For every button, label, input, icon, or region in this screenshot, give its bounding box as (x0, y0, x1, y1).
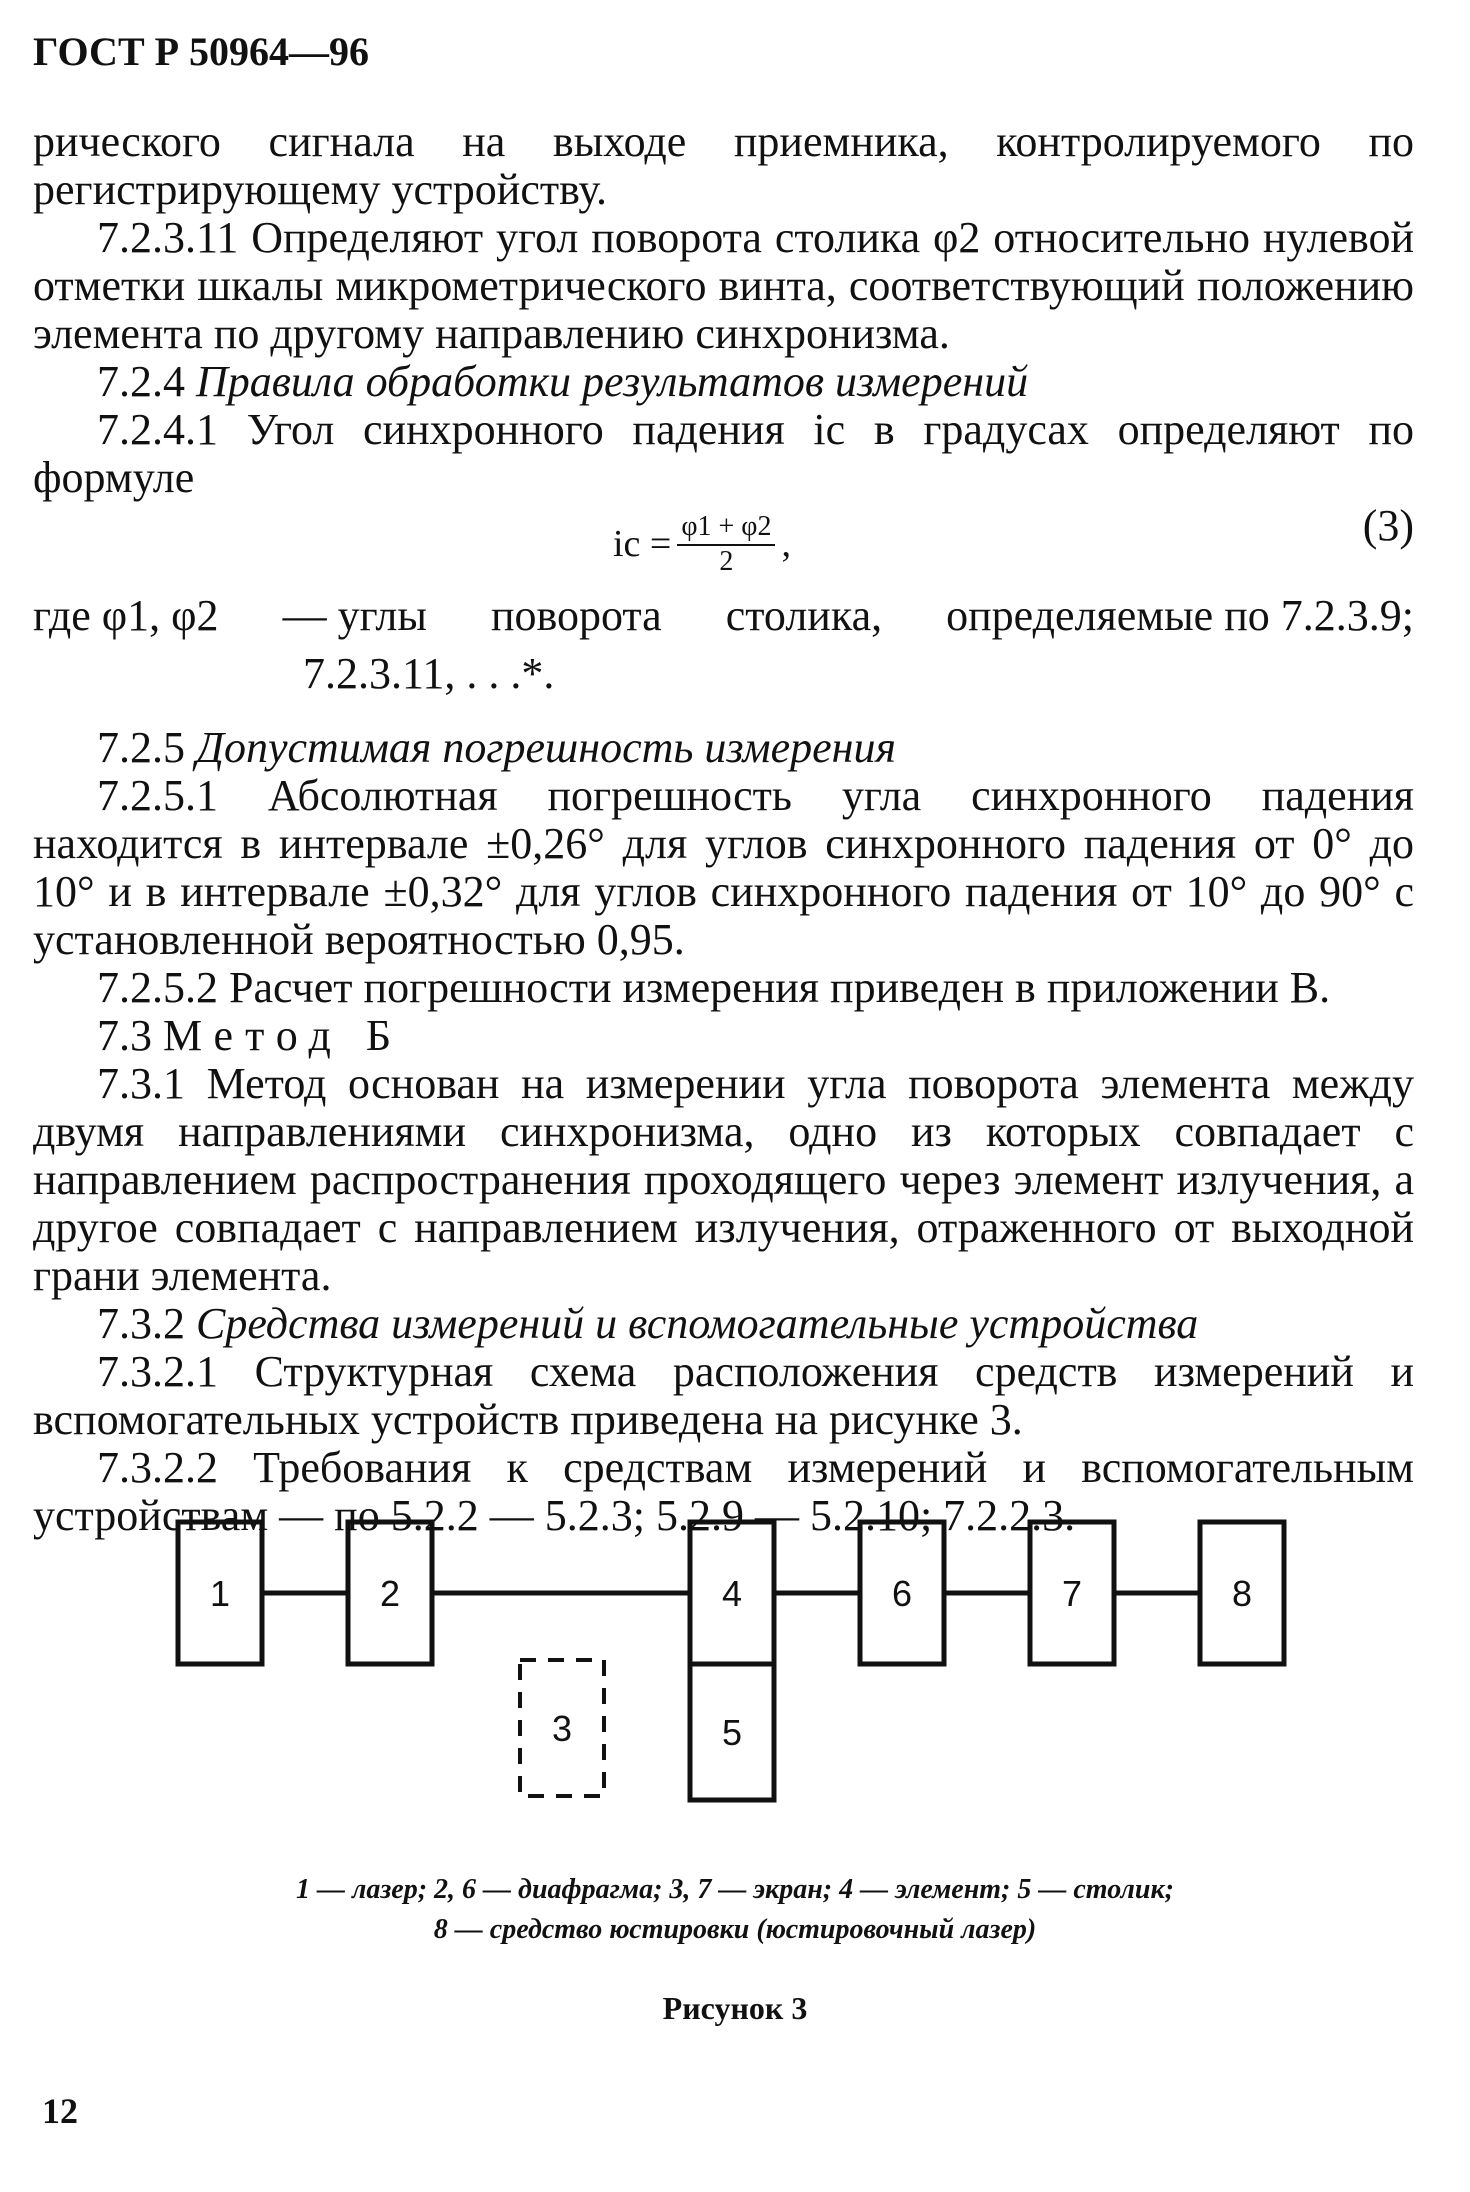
where-part: — углы (282, 591, 427, 640)
paragraph: рического сигнала на выходе приемника, контролируемого по регистрирующему устройству. (33, 117, 1414, 214)
where-continuation: 7.2.3.11, . . .*. (303, 649, 555, 698)
figure-legend-line: 1 — лазер; 2, 6 — диафрагма; 3, 7 — экран; 4 — элемент; 5 — столик; (296, 1874, 1174, 1905)
section-heading (33, 724, 1414, 772)
document-body (33, 118, 1414, 1540)
block-label: 2 (379, 1573, 401, 1614)
paragraph: 7.3.2.1 Структурная схема расположения средств измерений и вспомогательных устройств приведена на рисунке 3. (33, 1347, 1414, 1444)
formula-lhs: iс = (613, 523, 672, 565)
section-title: Допустимая погрешность измерения (196, 723, 896, 772)
section-heading (33, 358, 1414, 406)
block-label: 4 (721, 1573, 743, 1614)
where-part: определяемые по 7.2.3.9; (946, 591, 1414, 640)
figure-legend-line: 8 — средство юстировки (юстировочный лазер) (433, 1914, 1037, 1945)
block-label: 7 (1061, 1573, 1083, 1614)
paragraph: 7.2.5.2 Расчет погрешности измерения приведен в приложении В. (97, 963, 1331, 1012)
block-label: 1 (209, 1573, 231, 1614)
paragraph: 7.3.1 Метод основан на измерении угла поворота элемента между двумя направлениями синхронизма, одно из которых совпадает с направлением распространения проходящего через элемент излучения, а другое совпадает с направлением излучения, отраженного от выходной грани элемента. (33, 1059, 1414, 1300)
section-title: Правила обработки результатов измерений (196, 357, 1029, 406)
formula-denominator: 2 (719, 546, 734, 577)
section-number: 7.2.5 (97, 723, 185, 772)
section-number: 7.3.2 (97, 1299, 185, 1348)
document-header: ГОСТ Р 50964—96 (33, 29, 370, 74)
block-label: 6 (891, 1573, 913, 1614)
paragraph: 7.3.2.2 Требования к средствам измерений и вспомогательным устройствам — по 5.2.2 — 5.2.3; 5.2.9 — 5.2.10; 7.2.2.3. (33, 1443, 1414, 1540)
section-number: 7.3 (97, 1011, 152, 1060)
section-heading (33, 1012, 1414, 1060)
where-part: где φ1, φ2 (33, 591, 219, 640)
formula-comma: , (781, 523, 791, 565)
structure-diagram (0, 1500, 1470, 1820)
formula-fraction (677, 510, 775, 578)
section-title: Метод Б (163, 1011, 404, 1060)
section-heading (33, 1300, 1414, 1348)
formula (33, 502, 1414, 590)
block-label: 5 (721, 1712, 743, 1753)
figure-title: Рисунок 3 (662, 1990, 808, 2026)
paragraph: 7.2.5.1 Абсолютная погрешность угла синхронного падения находится в интервале ±0,26° для углов синхронного падения от 0° до 10° и в интервале ±0,32° для углов синхронного падения от 10° до 90° с установленной вероятностью 0,95. (33, 771, 1414, 964)
section-number: 7.2.4 (97, 357, 185, 406)
block-label: 3 (551, 1708, 573, 1749)
equation-number: (3) (1362, 501, 1414, 550)
where-part: столика, (725, 591, 883, 640)
paragraph: 7.2.4.1 Угол синхронного падения iс в градусах определяют по формуле (33, 405, 1414, 502)
formula-numerator: φ1 + φ2 (677, 510, 775, 546)
section-title: Средства измерений и вспомогательные устройства (196, 1299, 1199, 1348)
where-part: поворота (490, 591, 662, 640)
formula-explanation (33, 592, 1414, 640)
page-number: 12 (42, 2091, 78, 2131)
block-label: 8 (1231, 1573, 1253, 1614)
paragraph: 7.2.3.11 Определяют угол поворота столика φ2 относительно нулевой отметки шкалы микрометрического винта, соответствующий положению элемента по другому направлению синхронизма. (33, 213, 1414, 358)
